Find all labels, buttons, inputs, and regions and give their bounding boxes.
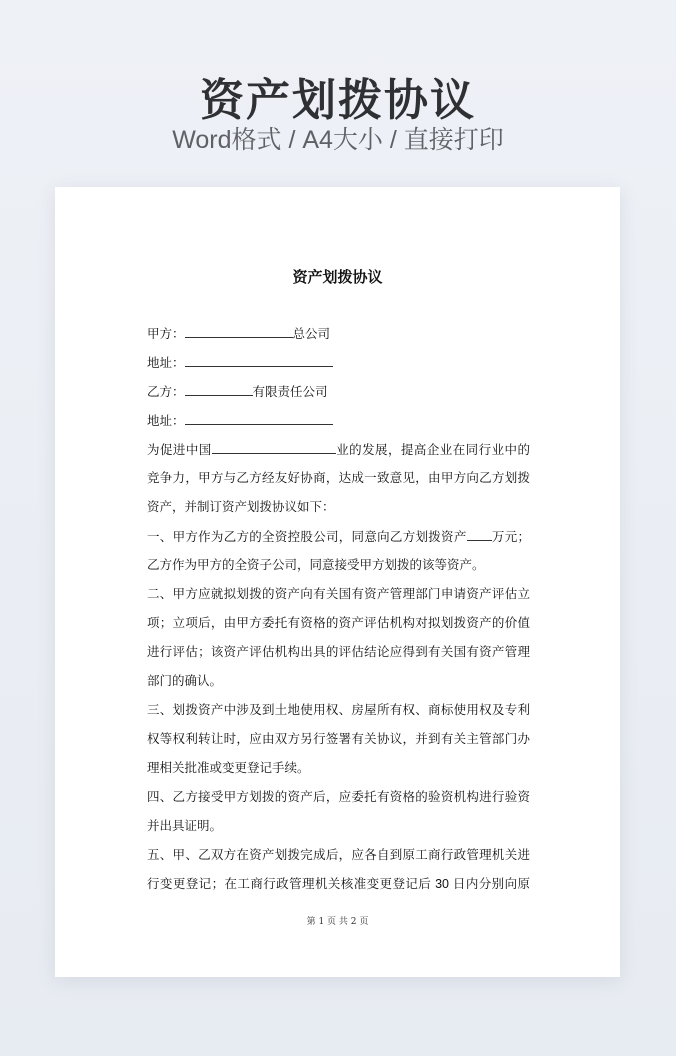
clause-1-suffix: 万元； bbox=[491, 530, 530, 544]
clause-3-line: 权等权利转让时，应由双方另行签署有关协议，并到有关主管部门办 bbox=[147, 732, 530, 746]
party-b-line bbox=[147, 382, 530, 411]
clause-2-line: 二、甲方应就拟划拨的资产向有关国有资产管理部门申请资产评估立 bbox=[147, 587, 530, 601]
industry-blank bbox=[212, 440, 336, 454]
party-b-suffix: 有限责任公司 bbox=[252, 385, 328, 399]
document-body bbox=[147, 324, 530, 904]
amount-blank bbox=[467, 527, 492, 541]
party-b-label: 乙方： bbox=[147, 385, 185, 399]
intro-line: 资产，并制订资产划拨协议如下： bbox=[147, 500, 335, 514]
clause-3-line: 三、划拨资产中涉及到土地使用权、房屋所有权、商标使用权及专利 bbox=[147, 703, 530, 717]
clause-5-line: 五、甲、乙双方在资产划拨完成后，应各自到原工商行政管理机关进 bbox=[147, 848, 530, 862]
party-b-blank bbox=[185, 382, 253, 396]
intro-suffix: 业的发展，提高企业在同行业中的 bbox=[335, 443, 530, 457]
address-a-blank bbox=[185, 353, 333, 367]
clause-2-line: 进行评估；该资产评估机构出具的评估结论应得到有关国有资产管理 bbox=[147, 645, 530, 659]
intro-line bbox=[147, 440, 530, 469]
address-a-label: 地址： bbox=[147, 356, 185, 370]
document-page bbox=[55, 187, 620, 977]
clause-1-line: 乙方作为甲方的全资子公司，同意接受甲方划拨的该等资产。 bbox=[147, 558, 485, 572]
clause-1-prefix: 一、甲方作为乙方的全资控股公司，同意向乙方划拨资产 bbox=[147, 530, 467, 544]
party-a-label: 甲方： bbox=[147, 327, 185, 341]
intro-line: 竞争力，甲方与乙方经友好协商，达成一致意见，由甲方向乙方划拨 bbox=[147, 471, 530, 485]
intro-prefix: 为促进中国 bbox=[147, 443, 212, 457]
address-a-line bbox=[147, 353, 530, 382]
clause-5-line: 行变更登记；在工商行政管理机关核准变更登记后 30 日内分别向原 bbox=[147, 877, 530, 891]
clause-2-line: 项；立项后，由甲方委托有资格的资产评估机构对拟划拨资产的价值 bbox=[147, 616, 530, 630]
party-a-suffix: 总公司 bbox=[292, 327, 331, 341]
clause-4-line: 并出具证明。 bbox=[147, 819, 223, 833]
address-b-blank bbox=[185, 411, 333, 425]
address-b-label: 地址： bbox=[147, 414, 185, 428]
banner-title: 资产划拨协议 bbox=[200, 76, 476, 125]
clause-4-line: 四、乙方接受甲方划拨的资产后，应委托有资格的验资机构进行验资 bbox=[147, 790, 530, 804]
page-number: 第 1 页 共 2 页 bbox=[306, 917, 369, 927]
clause-2-line: 部门的确认。 bbox=[147, 674, 223, 688]
clause-1-line bbox=[147, 527, 530, 556]
document-title: 资产划拨协议 bbox=[292, 269, 383, 286]
party-a-line bbox=[147, 324, 530, 353]
party-a-blank bbox=[185, 324, 293, 338]
clause-3-line: 理相关批准或变更登记手续。 bbox=[147, 761, 310, 775]
address-b-line bbox=[147, 411, 530, 440]
banner-subtitle: Word格式 / A4大小 / 直接打印 bbox=[172, 126, 504, 154]
